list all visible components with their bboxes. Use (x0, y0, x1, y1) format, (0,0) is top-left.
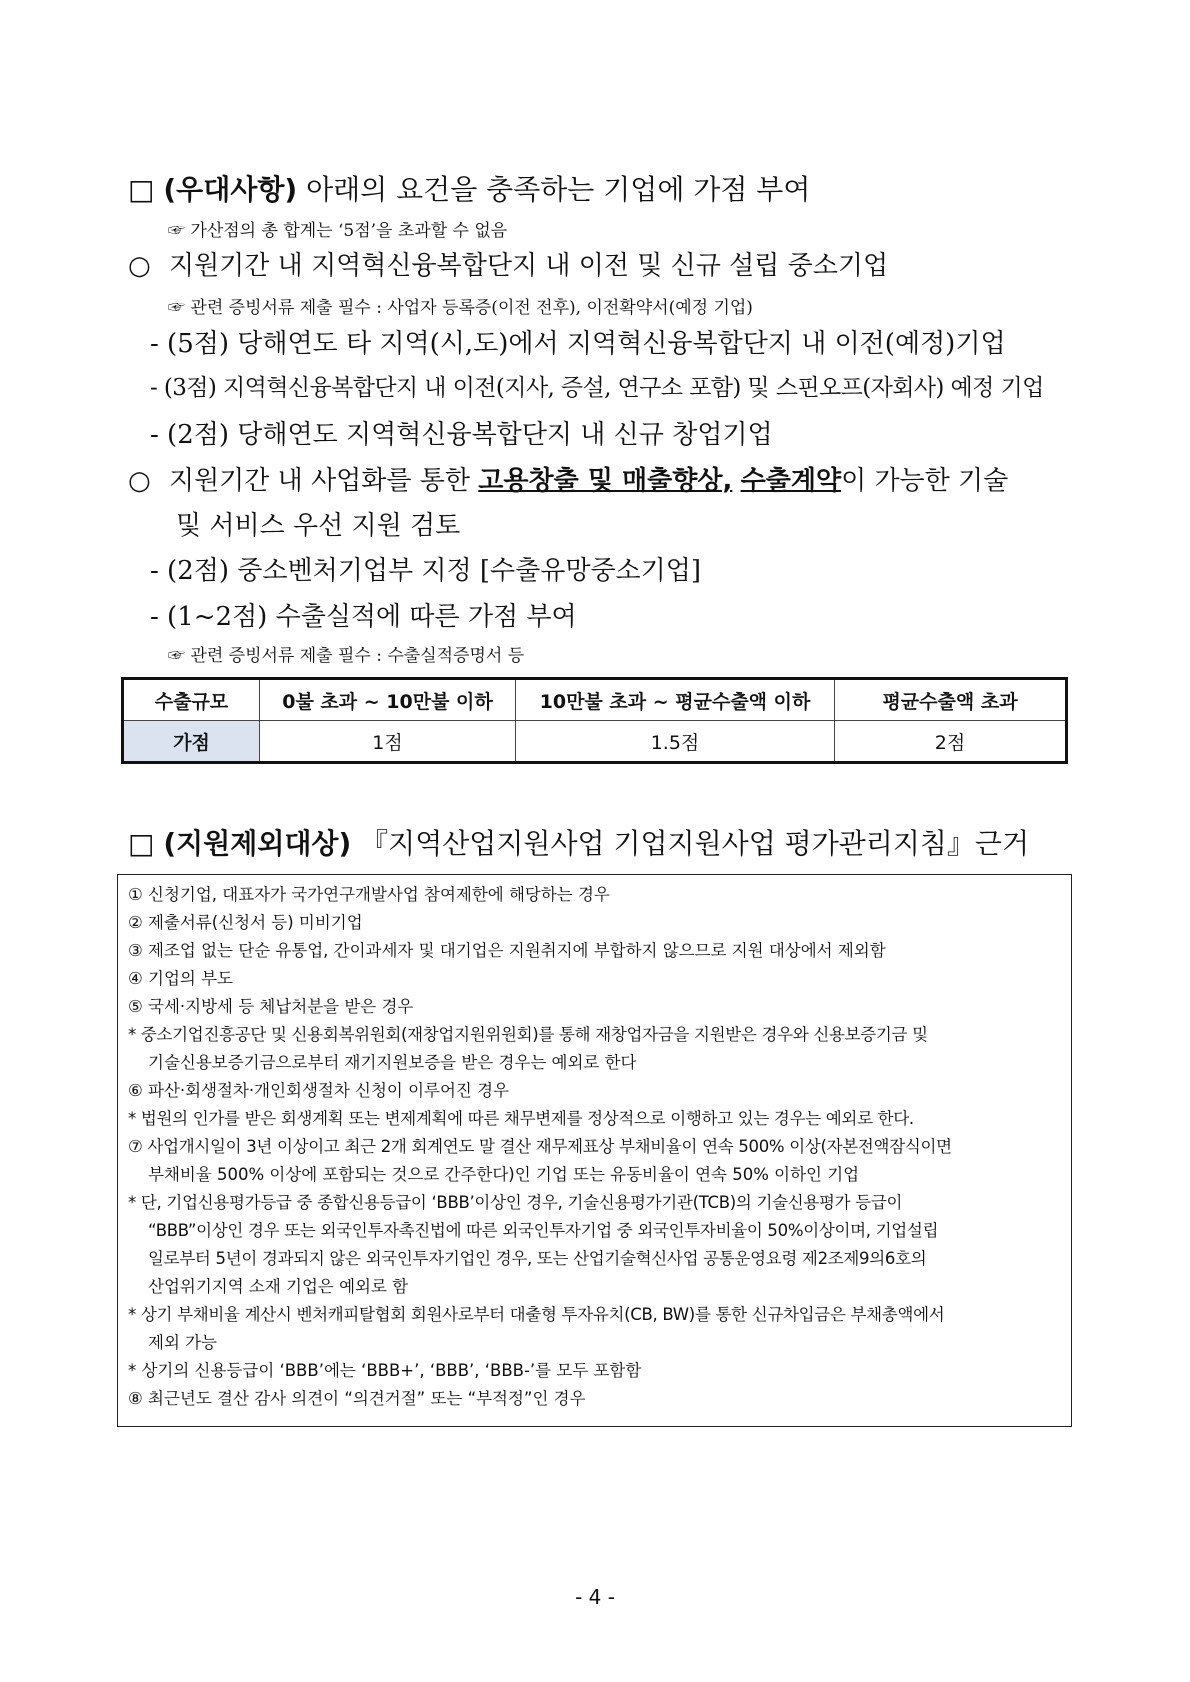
table-header-row (123, 679, 1067, 721)
table-cell: 1점 (260, 721, 516, 763)
item1-sub-5pt: - (5점) 당해연도 타 지역(시,도)에서 지역혁신융복합단지 내 이전(예정)기업 (150, 329, 1006, 359)
list-item: ⑥ 파산·회생절차·개인회생절차 신청이 이루어진 경우 (128, 1081, 509, 1100)
preferential-heading-bold: (우대사항) (163, 173, 298, 206)
list-item: ⑧ 최근년도 결산 감사 의견이 “의견거절” 또는 “부적정”인 경우 (128, 1389, 586, 1408)
exclusion-heading-rest: 『지역산업지원사업 기업지원사업 평가관리지침』근거 (351, 827, 1030, 860)
item2-text-pre: 지원기간 내 사업화를 통한 (168, 466, 479, 496)
list-item: 기술신용보증기금으로부터 재기지원보증을 받은 경우는 예외로 한다 (148, 1053, 637, 1072)
table-cell: 가점 (123, 721, 260, 763)
list-item: 산업위기지역 소재 기업은 예외로 함 (148, 1277, 409, 1296)
table-header-cell: 0불 초과 ~ 10만불 이하 (260, 679, 516, 721)
item1-text: 지원기간 내 지역혁신융복합단지 내 이전 및 신규 설립 중소기업 (168, 251, 889, 281)
table-header-cell: 평균수출액 초과 (835, 679, 1067, 721)
list-item: ⑤ 국세·지방세 등 체납처분을 받은 경우 (128, 997, 414, 1016)
list-item: * 법원의 인가를 받은 회생계획 또는 변제계획에 따른 채무변제를 정상적으로 이행하고 있는 경우는 예외로 한다. (128, 1109, 914, 1128)
item2-space (732, 466, 740, 496)
item1-sub-2pt: - (2점) 당해연도 지역혁신융복합단지 내 신규 창업기업 (150, 420, 773, 450)
item2-sub-1to2pt: - (1~2점) 수출실적에 따른 가점 부여 (150, 602, 577, 632)
item2-underline-export: 수출계약 (740, 466, 842, 496)
preferential-heading (128, 168, 810, 208)
table-cell: 2점 (835, 721, 1067, 763)
exclusion-list-box (117, 874, 1072, 1427)
list-item: * 상기의 신용등급이 ‘BBB’에는 ‘BBB+’, ‘BBB’, ‘BBB-’를 모두 포함함 (128, 1361, 642, 1380)
exclusion-heading-bold: (지원제외대상) (163, 827, 352, 860)
item2-note: ☞ 관련 증빙서류 제출 필수 : 수출실적증명서 등 (168, 646, 525, 666)
table-header-cell: 10만불 초과 ~ 평균수출액 이하 (516, 679, 835, 721)
table-row (123, 721, 1067, 763)
export-score-table (121, 677, 1068, 764)
item2-sub-2pt: - (2점) 중소벤처기업부 지정 [수출유망중소기업] (150, 556, 702, 586)
page-number: - 4 - (575, 1585, 615, 1609)
item1-note: ☞ 관련 증빙서류 제출 필수 : 사업자 등록증(이전 전후), 이전확약서(예정 기업) (168, 298, 753, 318)
item1-line (128, 245, 888, 282)
list-item: 부채비율 500% 이상에 포함되는 것으로 간주한다)인 기업 또는 유동비율이 연속 50% 이하인 기업 (148, 1165, 860, 1184)
list-item: ⑦ 사업개시일이 3년 이상이고 최근 2개 회계연도 말 결산 재무제표상 부채비율이 연속 500% 이상(자본전액잠식이면 (128, 1137, 952, 1156)
exclusion-heading (128, 822, 1029, 862)
checkbox-square-icon: □ (128, 827, 155, 860)
table-cell: 1.5점 (516, 721, 835, 763)
list-item: 제외 가능 (148, 1333, 218, 1352)
list-item: 일로부터 5년이 경과되지 않은 외국인투자기업인 경우, 또는 산업기술혁신사업 공통운영요령 제2조제9의6호의 (148, 1249, 927, 1268)
list-item: * 상기 부채비율 계산시 벤처캐피탈협회 회원사로부터 대출형 투자유치(CB, BW)를 통한 신규차입금은 부채총액에서 (128, 1305, 945, 1324)
circle-bullet-icon: ○ (128, 251, 151, 281)
item2-line (128, 460, 1008, 497)
list-item: * 단, 기업신용평가등급 중 종합신용등급이 ‘BBB’이상인 경우, 기술신용평가기관(TCB)의 기술신용평가 등급이 (128, 1193, 903, 1212)
item2-underline-employment: 고용창출 및 매출향상, (478, 466, 733, 496)
list-item: ② 제출서류(신청서 등) 미비기업 (128, 913, 363, 932)
item2-text-line2: 및 서비스 우선 지원 검토 (176, 511, 461, 541)
list-item: ④ 기업의 부도 (128, 969, 233, 988)
list-item: “BBB”이상인 경우 또는 외국인투자촉진법에 따른 외국인투자기업 중 외국인투자비율이 50%이상이며, 기업설립 (148, 1221, 939, 1240)
preferential-heading-rest: 아래의 요건을 충족하는 기업에 가점 부여 (297, 173, 811, 206)
list-item: ③ 제조업 없는 단순 유통업, 간이과세자 및 대기업은 지원취지에 부합하지 않으므로 지원 대상에서 제외함 (128, 941, 886, 960)
total-score-note: ☞ 가산점의 총 합계는 ‘5점’을 초과할 수 없음 (168, 221, 508, 241)
list-item: * 중소기업진흥공단 및 신용회복위원회(재창업지원위원회)를 통해 재창업자금을 지원받은 경우와 신용보증기금 및 (128, 1025, 928, 1044)
circle-bullet-icon: ○ (128, 466, 151, 496)
table-header-cell: 수출규모 (123, 679, 260, 721)
item1-sub-3pt: - (3점) 지역혁신융복합단지 내 이전(지사, 증설, 연구소 포함) 및 스핀오프(자회사) 예정 기업 (150, 375, 1044, 401)
list-item: ① 신청기업, 대표자가 국가연구개발사업 참여제한에 해당하는 경우 (128, 885, 610, 904)
checkbox-square-icon: □ (128, 173, 155, 206)
item2-text-post: 이 가능한 기술 (841, 466, 1009, 496)
